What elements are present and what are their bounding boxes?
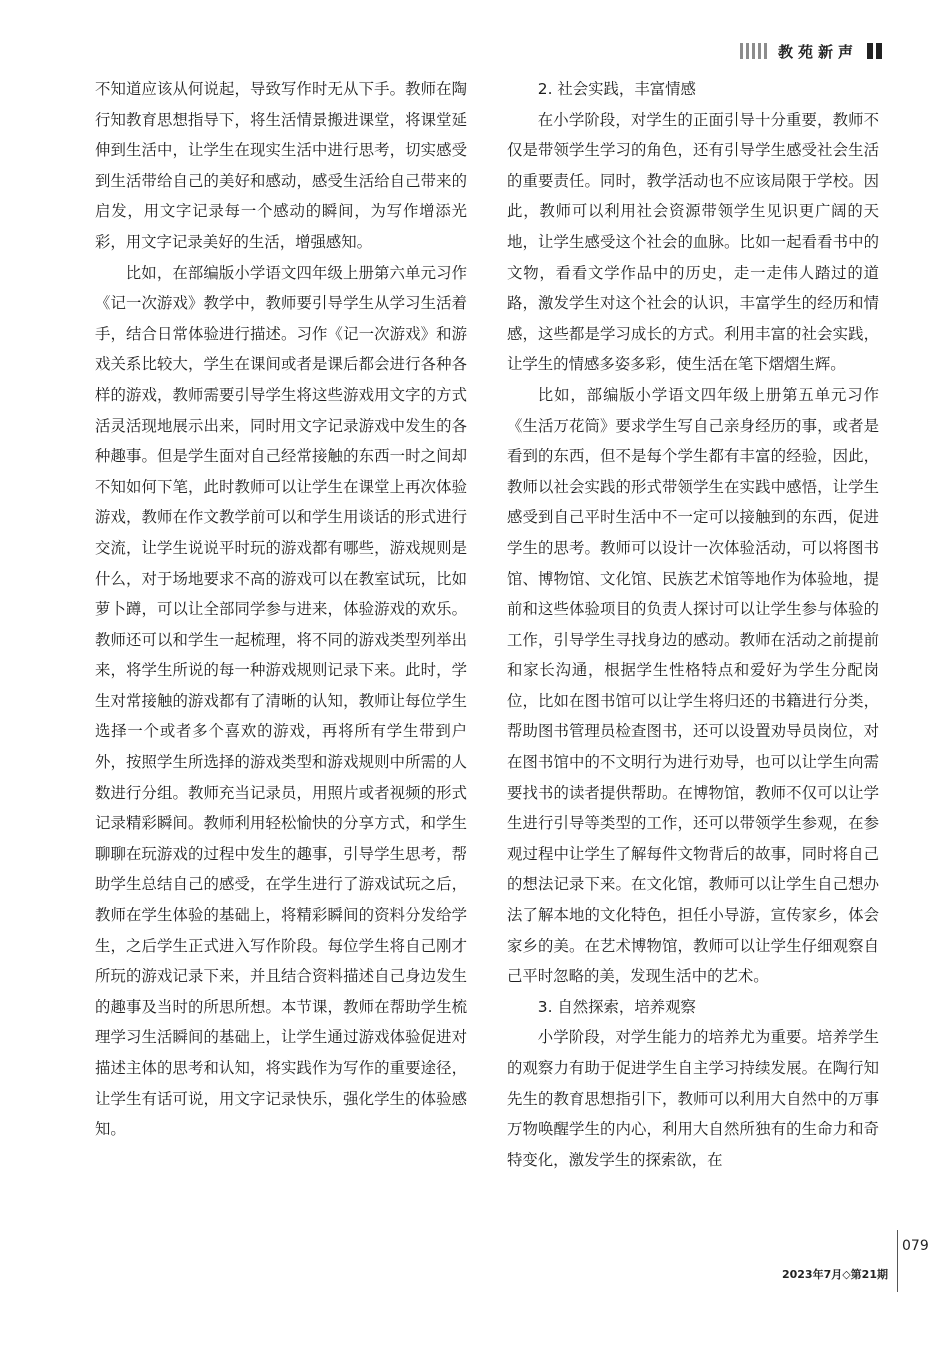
left-column (95, 74, 467, 1145)
right-column (507, 74, 879, 1175)
paragraph: 在小学阶段，对学生的正面引导十分重要，教师不仅是带领学生学习的角色，还有引导学生感受社会生活的重要责任。同时，教学活动也不应该局限于学校。因此，教师可以利用社会资源带领学生见识更广阔的天地，让学生感受这个社会的血脉。比如一起看看书中的文物，看看文学作品中的历史，走一走伟人踏过的道路，激发学生对这个社会的认识，丰富学生的经历和情感，这些都是学习成长的方式。利用丰富的社会实践，让学生的情感多姿多彩，使生活在笔下熠熠生辉。 (507, 110, 879, 374)
section-heading-2: 2. 社会实践，丰富情感 (537, 80, 696, 98)
column-title: 教苑新声 (777, 42, 858, 61)
page-number-box (897, 1230, 934, 1292)
section-heading-3: 3. 自然探索，培养观察 (537, 997, 696, 1016)
paragraph: 小学阶段，对学生能力的培养尤为重要。培养学生的观察力有助于促进学生自主学习持续发展。在陶行知先生的教育思想指引下，教师可以利用大自然中的万事万物唤醒学生的内心，利用大自然所独有的生命力和奇特变化，激发学生的探索欲，在 (507, 1028, 879, 1169)
paragraph: 比如，部编版小学语文四年级上册第五单元习作《生活万花筒》要求学生写自己亲身经历的事，或者是看到的东西，但不是每个学生都有丰富的经验，因此，教师以社会实践的形式带领学生在实践中感悟，让学生感受到自己平时生活中不一定可以接触到的东西，促进学生的思考。教师可以设计一次体验活动，可以将图书馆、博物馆、文化馆、民族艺术馆等地作为体验地，提前和这些体验项目的负责人探讨可以让学生参与体验的工作，引导学生寻找身边的感动。教师在活动之前提前和家长沟通，根据学生性格特点和爱好为学生分配岗位，比如在图书馆可以让学生将归还的书籍进行分类，帮助图书管理员检查图书，还可以设置劝导员岗位，对在图书馆中的不文明行为进行劝导，也可以让学生向需要找书的读者提供帮助。在博物馆，教师不仅可以让学生进行引导等类型的工作，还可以带领学生参观，在参观过程中让学生了解每件文物背后的故事，同时将自己的想法记录下来。在文化馆，教师可以让学生自己想办法了解本地的文化特色，担任小导游，宣传家乡，体会家乡的美。在艺术博物馆，教师可以让学生仔细观察自己平时忽略的美，发现生活中的艺术。 (507, 385, 879, 986)
header-blocks-decoration (864, 43, 882, 59)
journal-header (740, 40, 882, 62)
issue-info: 2023年7月◇第21期 (781, 1268, 888, 1281)
paragraph: 比如，在部编版小学语文四年级上册第六单元习作《记一次游戏》教学中，教师要引导学生从学习生活着手，结合日常体验进行描述。习作《记一次游戏》和游戏关系比较大，学生在课间或者是课后都会进行各种各样的游戏，教师需要引导学生将这些游戏用文字的方式活灵活现地展示出来，同时用文字记录游戏中发生的各种趣事。但是学生面对自己经常接触的东西一时之间却不知如何下笔，此时教师可以让学生在课堂上再次体验游戏，教师在作文教学前可以和学生用谈话的形式进行交流，让学生说说平时玩的游戏都有哪些，游戏规则是什么，对于场地要求不高的游戏可以在教室试玩，比如萝卜蹲，可以让全部同学参与进来，体验游戏的欢乐。教师还可以和学生一起梳理，将不同的游戏类型列举出来，将学生所说的每一种游戏规则记录下来。此时，学生对常接触的游戏都有了清晰的认知，教师让每位学生选择一个或者多个喜欢的游戏，再将所有学生带到户外，按照学生所选择的游戏类型和游戏规则中所需的人数进行分组。教师充当记录员，用照片或者视频的形式记录精彩瞬间。教师利用轻松愉快的分享方式，和学生聊聊在玩游戏的过程中发生的趣事，引导学生思考，帮助学生总结自己的感受，在学生进行了游戏试玩之后，教师在学生体验的基础上，将精彩瞬间的资料分发给学生，之后学生正式进入写作阶段。每位学生将自己刚才所玩的游戏记录下来，并且结合资料描述自己身边发生的趣事及当时的所思所想。本节课，教师在帮助学生梳理学习生活瞬间的基础上，让学生通过游戏体验促进对描述主体的思考和认知，将实践作为写作的重要途径，让学生有话可说，用文字记录快乐，强化学生的体验感知。 (95, 263, 467, 1139)
page-number: 079 (902, 1238, 929, 1254)
paragraph: 不知道应该从何说起，导致写作时无从下手。教师在陶行知教育思想指导下，将生活情景搬进课堂，将课堂延伸到生活中，让学生在现实生活中进行思考，切实感受到生活带给自己的美好和感动，感受生活给自己带来的启发，用文字记录每一个感动的瞬间，为写作增添光彩，用文字记录美好的生活，增强感知。 (95, 80, 467, 251)
header-stripes-decoration (740, 43, 770, 59)
